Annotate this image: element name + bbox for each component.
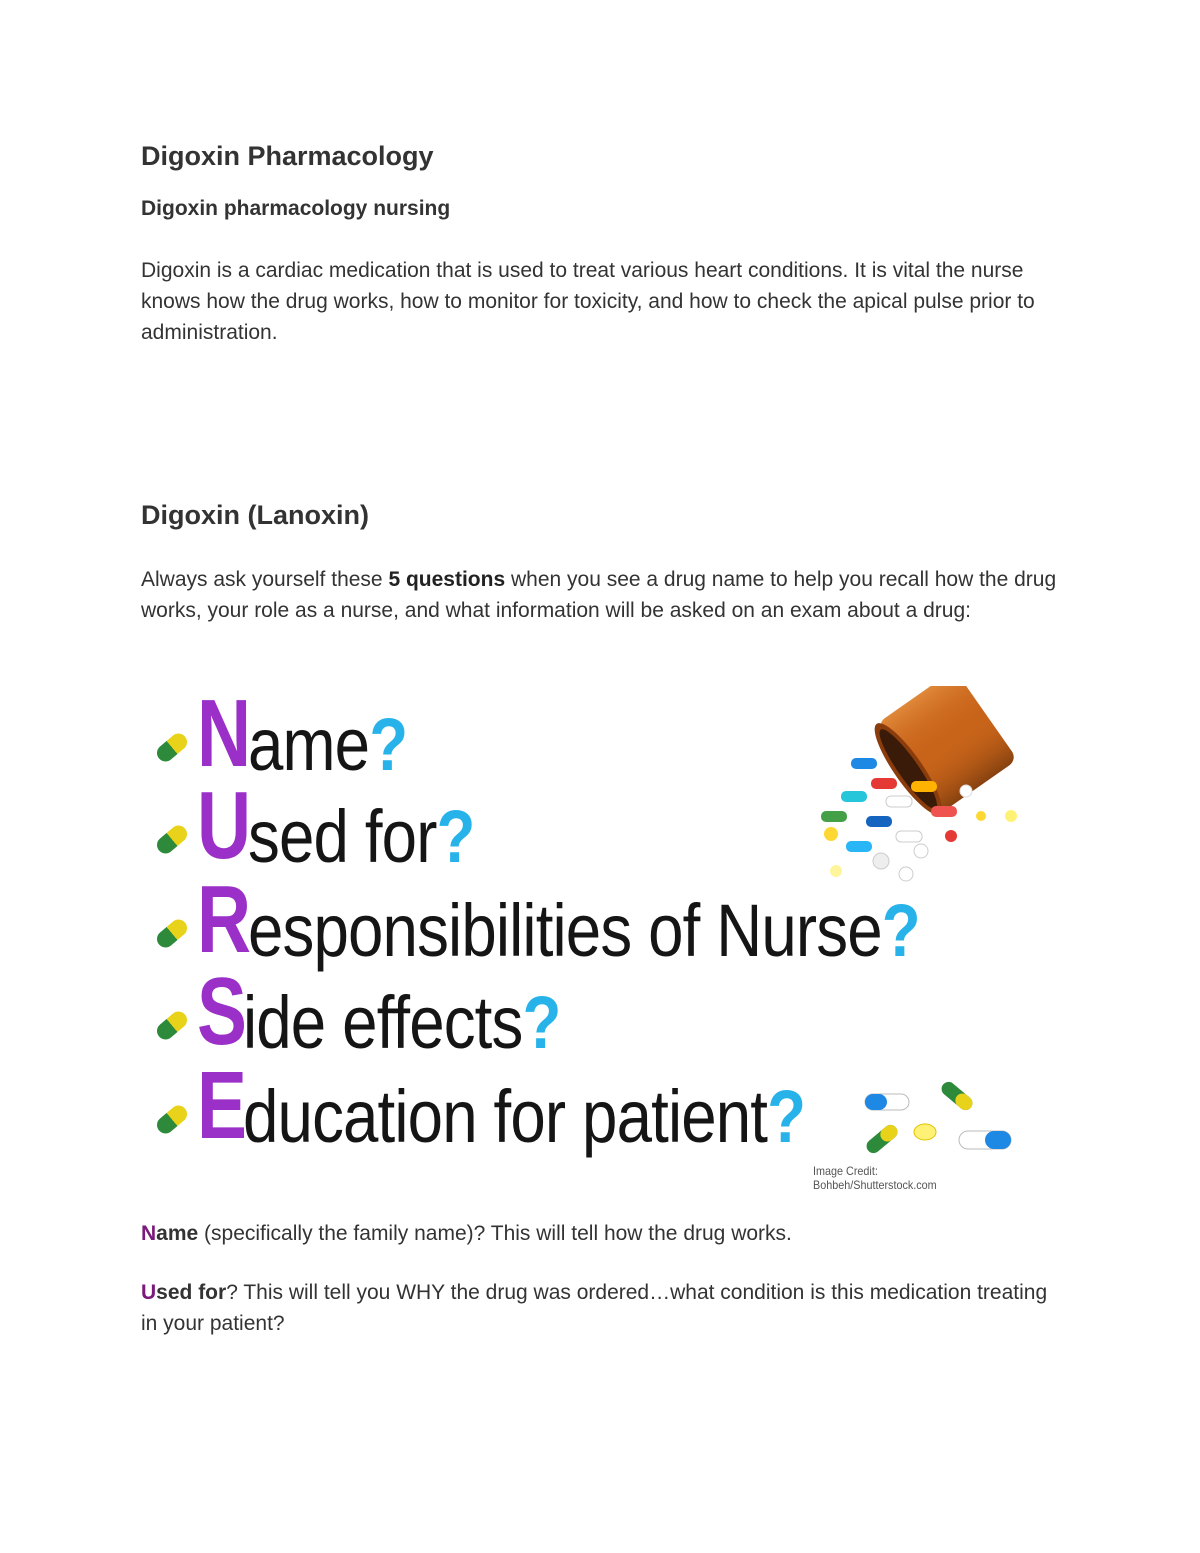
used-text: ? This will tell you WHY the drug was ordered…what condition is this medication treating in your patient?	[141, 1281, 1048, 1335]
name-label-first-letter: N	[141, 1222, 157, 1245]
capsule-icon	[154, 1008, 191, 1043]
used-label-first-letter: U	[141, 1281, 157, 1304]
nurse-row-used-for	[155, 772, 512, 879]
questions-bold: 5 questions	[388, 568, 506, 591]
questions-paragraph	[141, 564, 1061, 626]
nurse-letter: S	[197, 958, 247, 1065]
used-for-paragraph	[141, 1277, 1061, 1339]
nurse-word-text: ame	[248, 703, 370, 786]
question-mark: ?	[522, 981, 561, 1064]
capsule-icon	[154, 822, 191, 857]
capsule-icon	[154, 916, 191, 951]
nurse-row-side-effects	[155, 958, 612, 1065]
name-paragraph	[141, 1218, 1061, 1249]
capsules-illustration	[857, 1074, 1017, 1164]
nurse-word	[248, 795, 475, 878]
nurse-letter: R	[197, 866, 252, 973]
capsule-icon	[154, 730, 191, 765]
questions-text-before: Always ask yourself these	[141, 568, 389, 591]
nurse-word	[243, 981, 561, 1064]
used-label-rest: sed for	[156, 1281, 227, 1304]
nurse-word	[248, 703, 408, 786]
page-subtitle: Digoxin pharmacology nursing	[141, 197, 451, 220]
nurse-word	[243, 1075, 806, 1158]
nurse-word-text: esponsibilities of Nurse	[248, 889, 883, 972]
question-mark: ?	[882, 889, 921, 972]
page-title: Digoxin Pharmacology	[141, 141, 434, 171]
nurse-row-education	[155, 1052, 897, 1159]
question-mark: ?	[369, 703, 408, 786]
intro-paragraph: Digoxin is a cardiac medication that is used to treat various heart conditions. It is vital the nurse knows how the drug works, how to monitor for toxicity, and how to check the apical pulse prior to administration.	[141, 259, 1035, 344]
capsule-icon	[154, 1102, 191, 1137]
nurse-word	[248, 889, 921, 972]
question-mark: ?	[767, 1075, 806, 1158]
nurse-word-text: ducation for patient	[243, 1075, 768, 1158]
nurse-row-name	[155, 680, 433, 787]
pill-bottle-illustration	[681, 686, 1021, 896]
name-label-rest: ame	[156, 1222, 199, 1245]
nurse-word-text: sed for	[248, 795, 437, 878]
nurse-row-responsibilities	[155, 866, 1029, 973]
name-text: (specifically the family name)? This will tell how the drug works.	[198, 1222, 792, 1245]
nurse-infographic	[141, 680, 1021, 1192]
nurse-word-text: ide effects	[243, 981, 523, 1064]
image-credit: Image Credit: Bohbeh/Shutterstock.com	[813, 1164, 937, 1192]
nurse-letter: E	[197, 1052, 247, 1159]
nurse-letter: N	[197, 680, 252, 787]
section-title: Digoxin (Lanoxin)	[141, 500, 369, 530]
question-mark: ?	[436, 795, 475, 878]
questions-text-after: when you see a drug name to help you recall how the drug works, your role as a nurse, and what information will be asked on an exam about a drug:	[141, 568, 1057, 622]
nurse-letter: U	[197, 772, 252, 879]
